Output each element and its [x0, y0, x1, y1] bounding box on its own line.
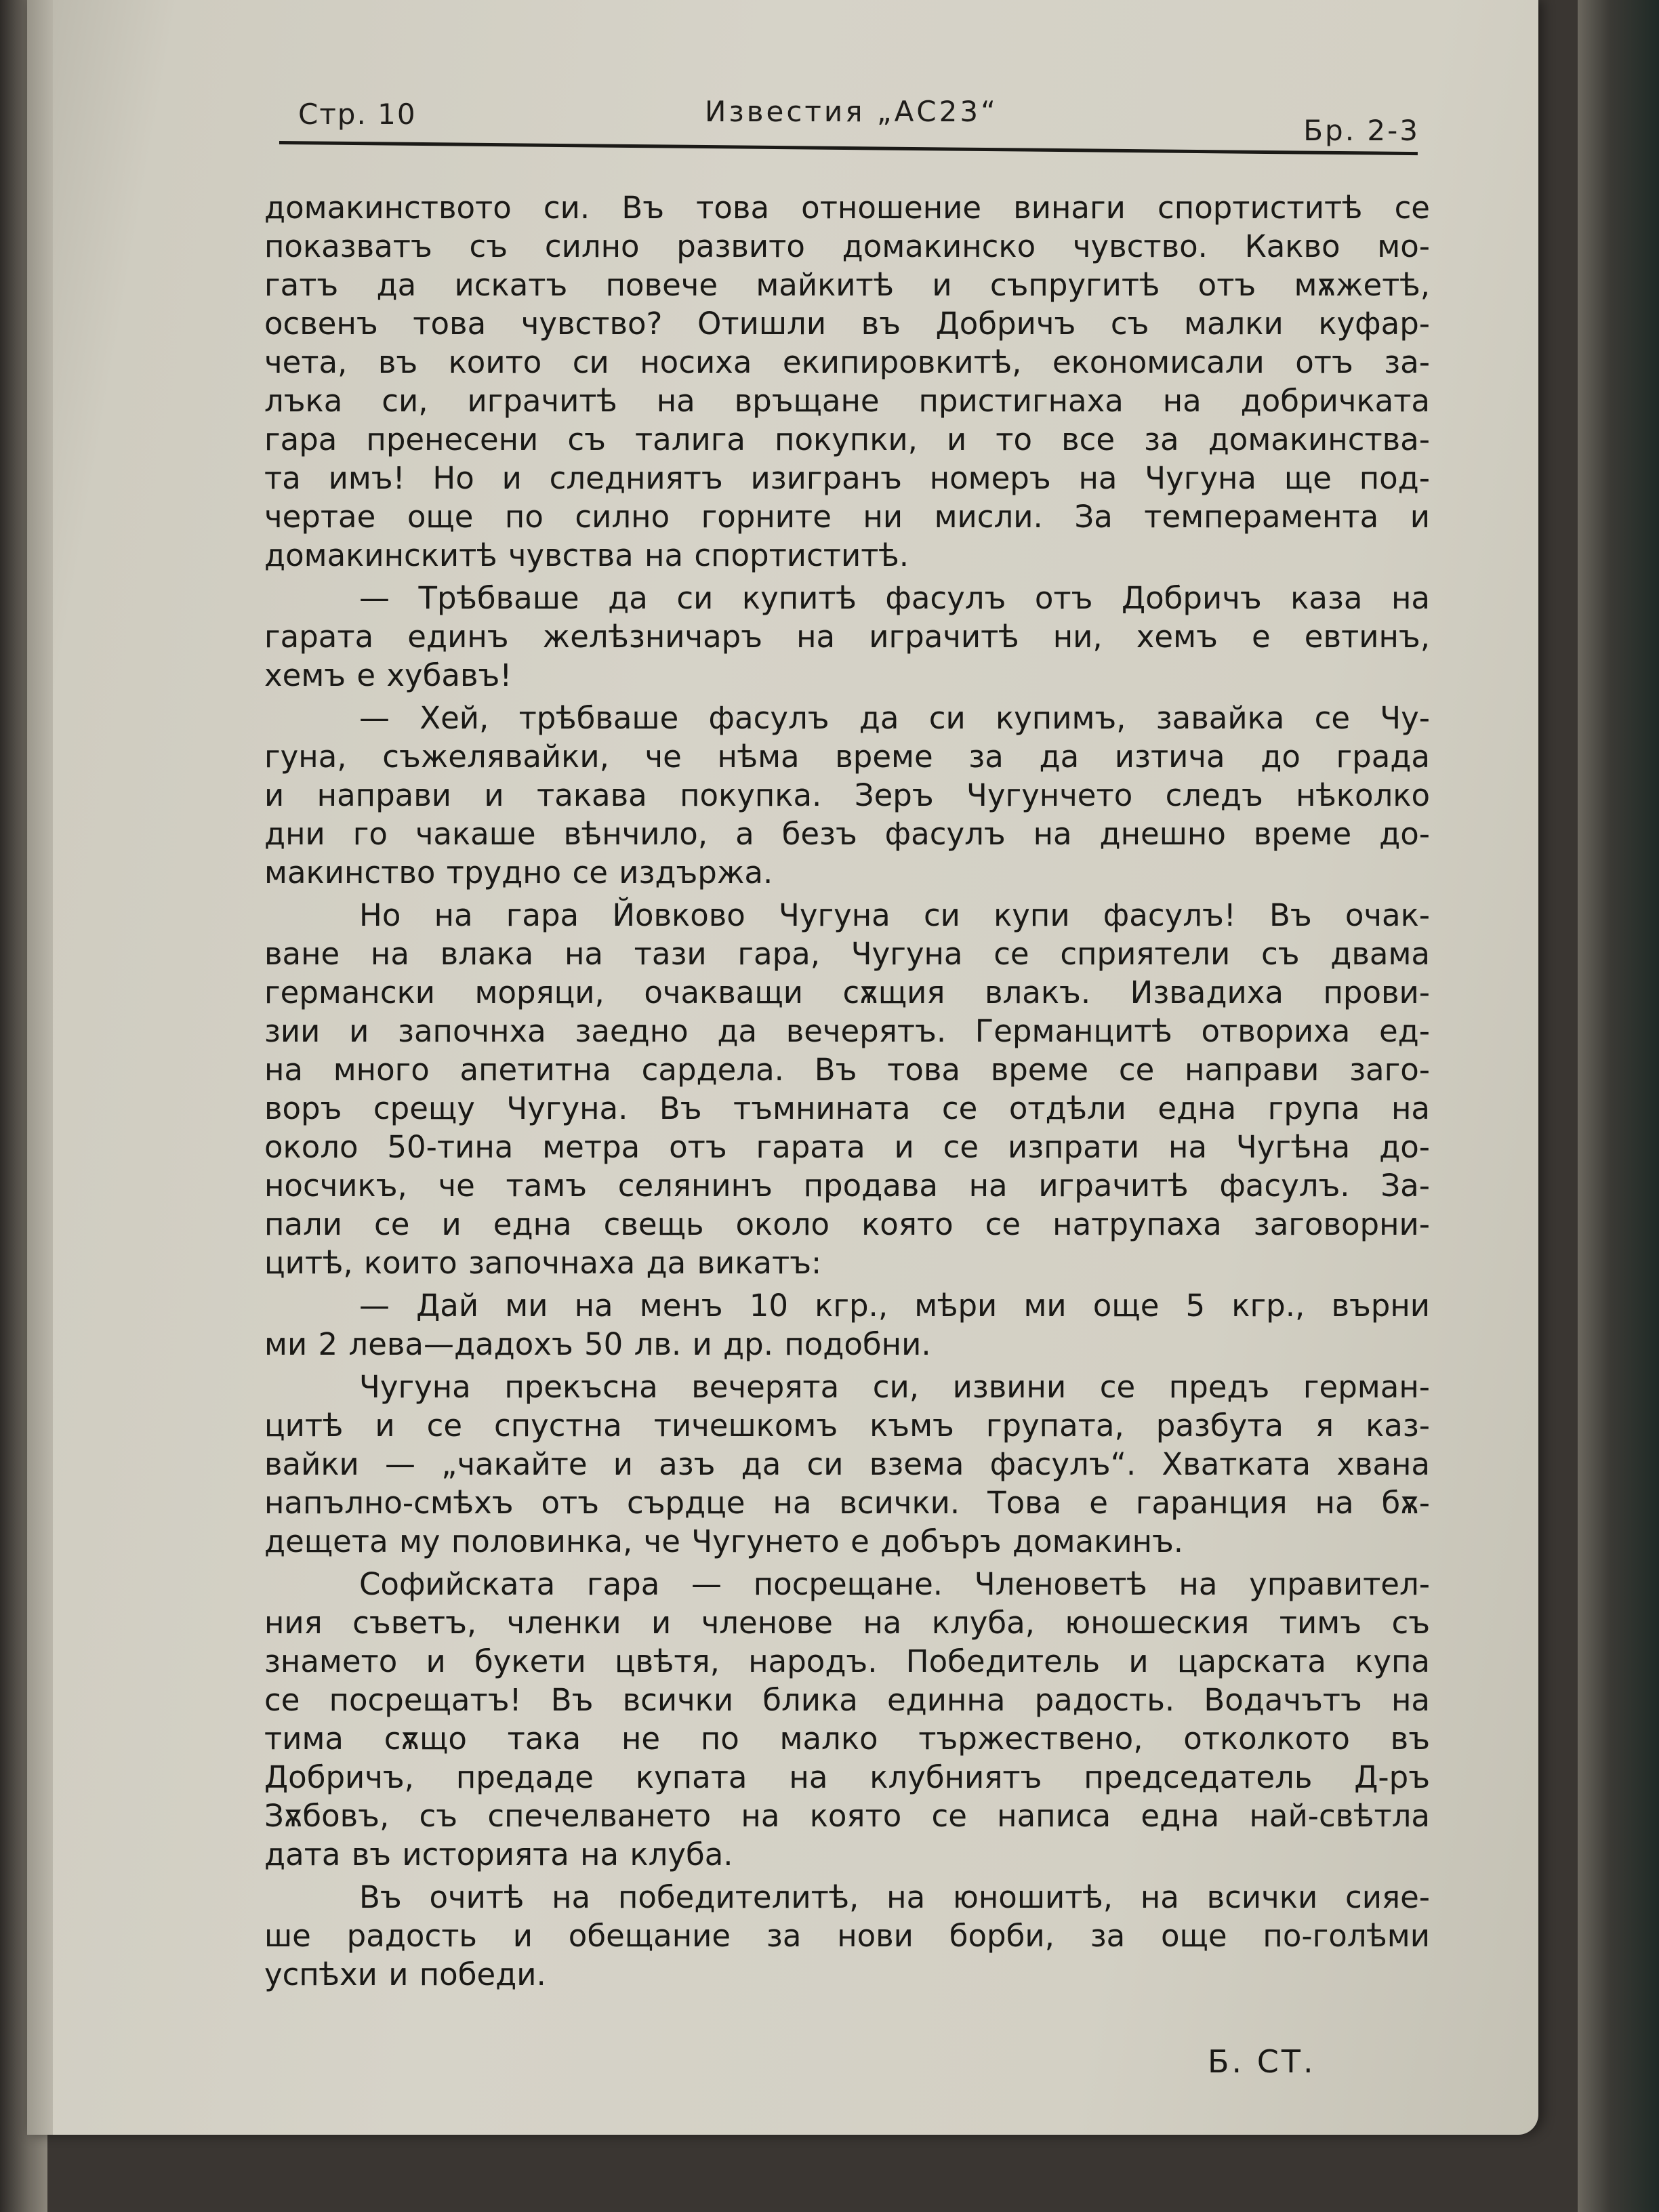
paragraph-1 — [264, 188, 1430, 575]
text-line: воръ срещу Чугуна. Въ тъмнината се отдѣли една група на — [264, 1090, 1430, 1126]
text-line: дещета му половинка, че Чугунето е добъръ домакинъ. — [264, 1523, 1184, 1559]
text-line: се посрещатъ! Въ всички блика единна радость. Водачътъ на — [264, 1682, 1430, 1718]
page-number: Стр. 10 — [298, 98, 417, 131]
text-line: Добричъ, предаде купата на клубниятъ председатель Д-ръ — [264, 1759, 1430, 1795]
issue-number: Бр. 2-3 — [1303, 114, 1420, 147]
text-line: гара пренесени съ талига покупки, и то все за домакинства- — [264, 422, 1430, 457]
text-line: макинство трудно се издържа. — [264, 855, 773, 890]
text-line: напълно-смѣхъ отъ сърдце на всички. Това е гаранция на бѫ- — [264, 1485, 1430, 1521]
paragraph-7 — [264, 1565, 1430, 1874]
text-line: освенъ това чувство? Отишли въ Добричъ съ малки куфар- — [264, 306, 1430, 342]
text-line: показватъ съ силно развито домакинско чувство. Какво мо- — [264, 228, 1430, 264]
text-line: гуна, съжелявайки, че нѣма време за да изтича до града — [264, 739, 1430, 775]
text-line: гарата единъ желѣзничаръ на играчитѣ ни, хемъ е евтинъ, — [264, 619, 1430, 655]
text-line: успѣхи и победи. — [264, 1957, 546, 1992]
text-line: домакинството си. Въ това отношение винаги спортиститѣ се — [264, 190, 1430, 226]
text-line: ше радость и обещание за нови борби, за още по-голѣми — [264, 1918, 1430, 1954]
background-right — [1578, 0, 1659, 2212]
page-binding-edge — [27, 0, 53, 2135]
text-line: та имъ! Но и следниятъ изигранъ номеръ на Чугуна ще под- — [264, 460, 1430, 496]
text-line: хемъ е хубавъ! — [264, 657, 512, 693]
text-line: зии и започнха заедно да вечерятъ. Германцитѣ отвориха ед- — [264, 1013, 1430, 1049]
text-line: Софийската гара — посрещане. Членоветѣ на управител- — [359, 1566, 1430, 1602]
text-line: знамето и букети цвѣтя, народъ. Победитель и царската купа — [264, 1643, 1430, 1679]
text-line: ми 2 лева—дадохъ 50 лв. и др. подобни. — [264, 1326, 931, 1362]
paragraph-8 — [264, 1878, 1430, 1994]
text-line: дни го чакаше вѣнчило, а безъ фасулъ на днешно време до- — [264, 816, 1430, 852]
text-line: пали се и една свещь около която се натрупаха заговорни- — [264, 1206, 1430, 1242]
text-line: — Хей, трѣбваше фасулъ да си купимъ, завайка се Чу- — [359, 700, 1430, 736]
text-line: — Дай ми на менъ 10 кгр., мѣри ми още 5 кгр., върни — [359, 1288, 1430, 1324]
text-line: ния съветъ, членки и членове на клуба, юношеския тимъ съ — [264, 1605, 1430, 1641]
article-body — [264, 188, 1430, 1998]
page-header — [281, 81, 1420, 146]
text-line: на много апетитна сардела. Въ това време се направи заго- — [264, 1052, 1430, 1088]
text-line: цитѣ, които започнаха да викатъ: — [264, 1245, 822, 1281]
paragraph-2 — [264, 579, 1430, 695]
text-line: чета, въ които си носиха екипировкитѣ, економисали отъ за- — [264, 344, 1430, 380]
journal-title: Известия „АС23“ — [705, 95, 998, 128]
text-line: лъка си, играчитѣ на връщане пристигнаха на добричката — [264, 383, 1430, 419]
text-line: германски моряци, очакващи сѫщия влакъ. Извадиха прови- — [264, 975, 1430, 1010]
paragraph-3 — [264, 699, 1430, 892]
text-line: гатъ да искатъ повече майкитѣ и съпругитѣ отъ мѫжетѣ, — [264, 267, 1430, 303]
paragraph-5 — [264, 1286, 1430, 1364]
text-line: тима сѫщо така не по малко тържествено, отколкото въ — [264, 1721, 1430, 1757]
text-line: Въ очитѣ на победителитѣ, на юношитѣ, на всички сияе- — [359, 1879, 1430, 1915]
text-line: Чугуна прекъсна вечерята си, извини се предъ герман- — [359, 1369, 1430, 1405]
text-line: Зѫбовъ, съ спечелването на която се написа една най-свѣтла — [264, 1798, 1430, 1834]
text-line: чертае още по силно горните ни мисли. За темперамента и — [264, 499, 1430, 535]
text-line: около 50-тина метра отъ гарата и се изпрати на Чугѣна до- — [264, 1129, 1430, 1165]
text-line: дата въ историята на клуба. — [264, 1837, 733, 1872]
text-line: — Трѣбваше да си купитѣ фасулъ отъ Добричъ каза на — [359, 580, 1430, 616]
text-line: домакинскитѣ чувства на спортиститѣ. — [264, 537, 909, 573]
text-line: и направи и такава покупка. Зеръ Чугунчето следъ нѣколко — [264, 777, 1430, 813]
text-line: цитѣ и се спустна тичешкомъ къмъ групата, разбута я каз- — [264, 1408, 1430, 1443]
paragraph-6 — [264, 1368, 1430, 1561]
paragraph-4 — [264, 896, 1430, 1282]
author-signature: Б. СТ. — [1208, 2043, 1316, 2080]
text-line: Но на гара Йовково Чугуна си купи фасулъ! Въ очак- — [359, 897, 1430, 933]
text-line: носчикъ, че тамъ селянинъ продава на играчитѣ фасулъ. За- — [264, 1168, 1430, 1204]
text-line: ване на влака на тази гара, Чугуна се сприятели съ двама — [264, 936, 1430, 972]
text-line: вайки — „чакайте и азъ да си взема фасулъ“. Хватката хвана — [264, 1446, 1430, 1482]
